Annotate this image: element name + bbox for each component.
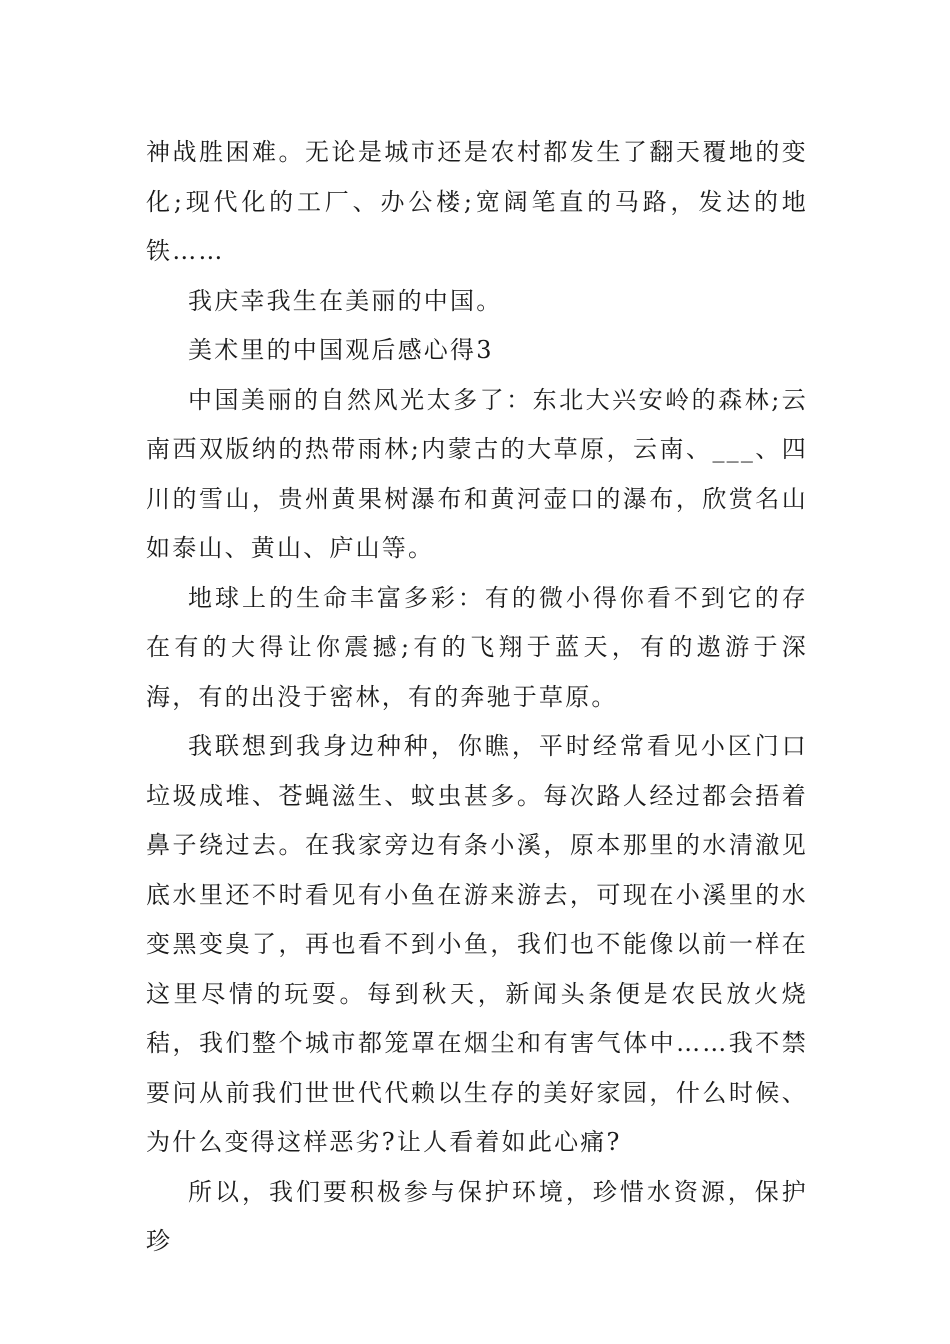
paragraph-6: 所以，我们要积极参与保护环境，珍惜水资源，保护珍	[146, 1177, 808, 1255]
paragraph-1: 神战胜困难。无论是城市还是农村都发生了翻天覆地的变化;现代化的工厂、办公楼;宽阔笔直的马路，发达的地铁……	[146, 138, 808, 265]
paragraph-5: 我联想到我身边种种，你瞧，平时经常看见小区门口垃圾成堆、苍蝇滋生、蚊虫甚多。每次路人经过都会捂着鼻子绕过去。在我家旁边有条小溪，原本那里的水清澈见底水里还不时看见有小鱼在游来游去，可现在小溪里的水变黑变臭了，再也看不到小鱼，我们也不能像以前一样在这里尽情的玩耍。每到秋天，新闻头条便是农民放火烧秸，我们整个城市都笼罩在烟尘和有害气体中……我不禁要问从前我们世世代代赖以生存的美好家园，什么时候、为什么变得这样恶劣?让人看着如此心痛?	[146, 732, 808, 1156]
paragraph-4: 地球上的生命丰富多彩：有的微小得你看不到它的存在有的大得让你震撼;有的飞翔于蓝天，有的遨游于深海，有的出没于密林，有的奔驰于草原。	[146, 583, 808, 711]
paragraph-2: 我庆幸我生在美丽的中国。	[188, 286, 503, 315]
section-heading: 美术里的中国观后感心得3	[188, 336, 494, 364]
document-body	[146, 128, 808, 1267]
paragraph-3: 中国美丽的自然风光太多了：东北大兴安岭的森林;云南西双版纳的热带雨林;内蒙古的大草原，云南、___、四川的雪山，贵州黄果树瀑布和黄河壶口的瀑布，欣赏名山如泰山、黄山、庐山等。	[146, 385, 808, 562]
